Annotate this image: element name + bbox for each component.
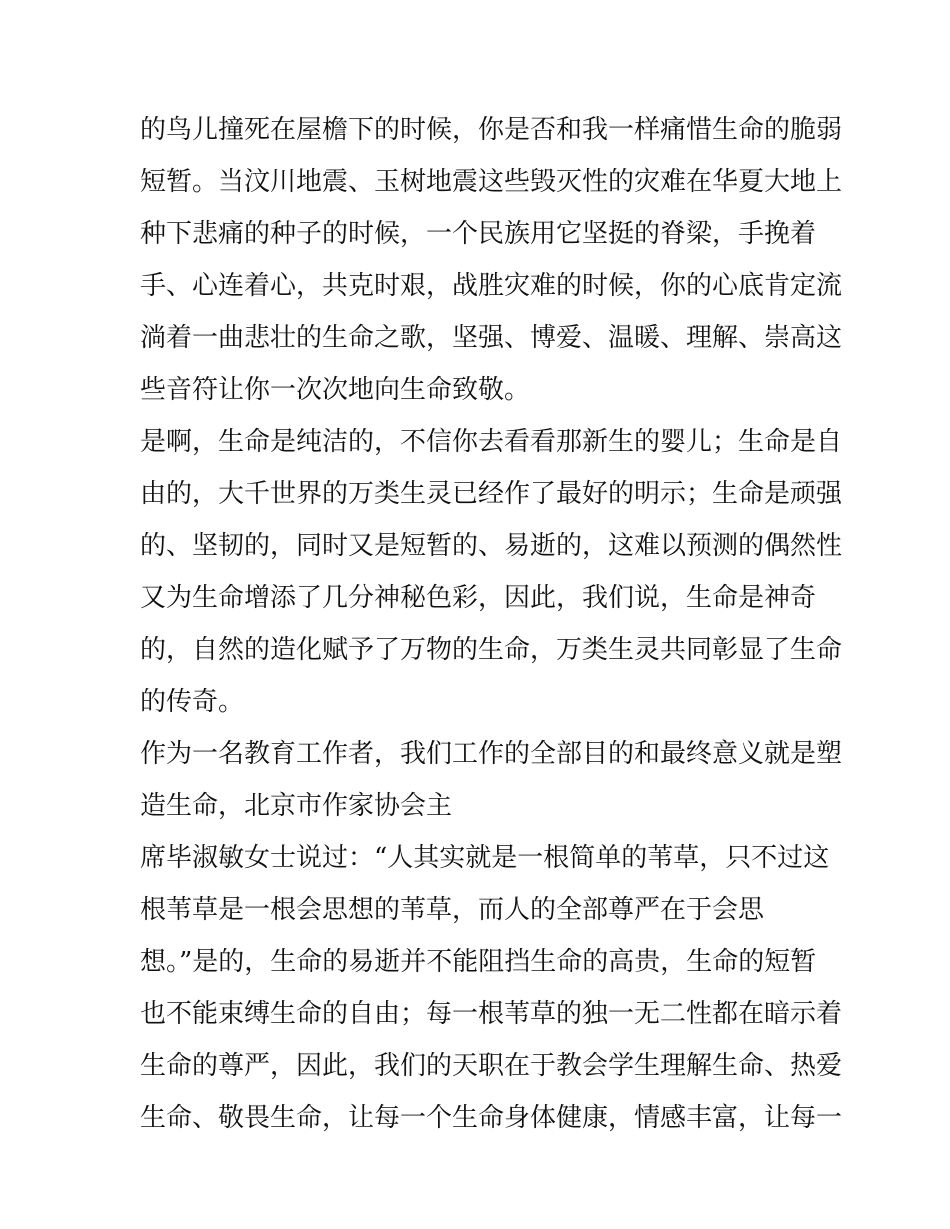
- text-line: 席毕淑敏女士说过：“人其实就是一根简单的苇草，只不过这: [140, 843, 830, 873]
- document-body: [140, 104, 843, 1144]
- text-line: 种下悲痛的种子的时候，一个民族用它坚挺的脊梁，手挽着: [140, 219, 817, 249]
- text-line: 淌着一曲悲壮的生命之歌，坚强、博爱、温暖、理解、崇高这: [140, 323, 843, 353]
- text-line: 想。”是的，生命的易逝并不能阻挡生命的高贵，生命的短暂: [140, 947, 817, 977]
- text-line: 造生命，北京市作家协会主: [140, 791, 453, 821]
- text-line: 短暂。当汶川地震、玉树地震这些毁灭性的灾难在华夏大地上: [140, 167, 843, 197]
- text-line: 生命、敬畏生命，让每一个生命身体健康，情感丰富，让每一: [140, 1103, 843, 1133]
- text-line: 是啊，生命是纯洁的，不信你去看看那新生的婴儿；生命是自: [140, 427, 843, 457]
- text-line: 又为生命增添了几分神秘色彩，因此，我们说，生命是神奇: [140, 583, 817, 613]
- text-line: 的、坚韧的，同时又是短暂的、易逝的，这难以预测的偶然性: [140, 531, 843, 561]
- text-line: 作为一名教育工作者，我们工作的全部目的和最终意义就是塑: [140, 739, 843, 769]
- text-line: 根苇草是一根会思想的苇草，而人的全部尊严在于会思: [140, 895, 765, 925]
- text-line: 的传奇。: [140, 687, 245, 717]
- text-line: 由的，大千世界的万类生灵已经作了最好的明示；生命是顽强: [140, 479, 843, 509]
- text-line: 的，自然的造化赋予了万物的生命，万类生灵共同彰显了生命: [140, 635, 843, 665]
- text-line: 生命的尊严，因此，我们的天职在于教会学生理解生命、热爱: [140, 1051, 843, 1081]
- text-line: 也不能束缚生命的自由；每一根苇草的独一无二性都在暗示着: [140, 999, 843, 1029]
- text-line: 手、心连着心，共克时艰，战胜灾难的时候，你的心底肯定流: [140, 271, 843, 301]
- text-line: 的鸟儿撞死在屋檐下的时候，你是否和我一样痛惜生命的脆弱: [140, 115, 843, 145]
- text-line: 些音符让你一次次地向生命致敬。: [140, 375, 531, 405]
